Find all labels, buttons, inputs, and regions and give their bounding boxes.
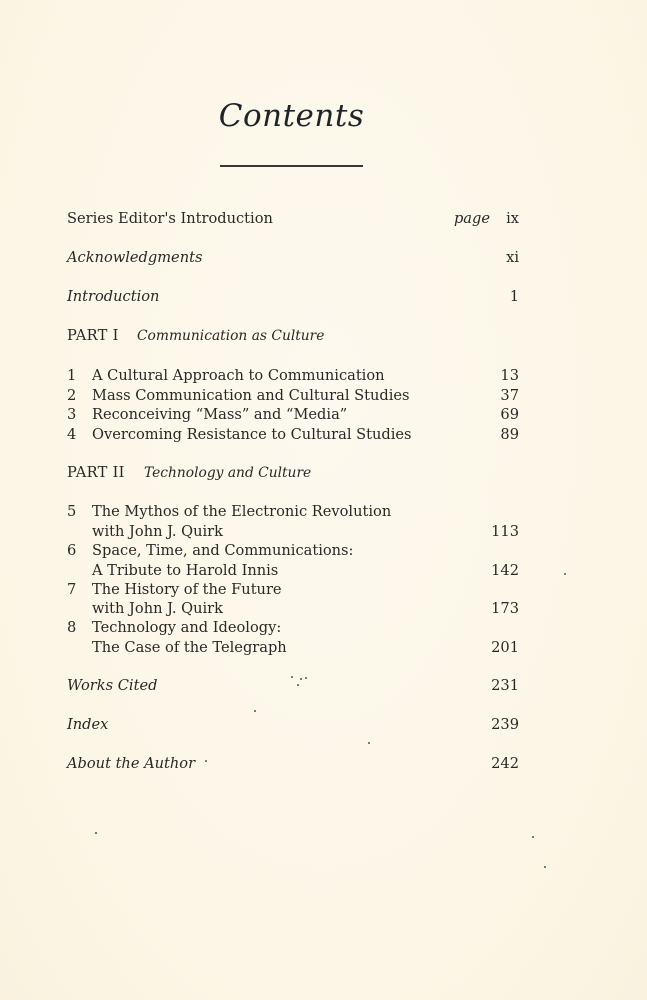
scan-speck (305, 677, 307, 679)
toc-entry-label: Acknowledgments (67, 249, 203, 266)
toc-chapter-6-continued[interactable] (67, 561, 519, 581)
toc-entry-label: Works Cited (67, 677, 158, 694)
chapter-title: The Mythos of the Electronic Revolution (92, 503, 392, 520)
toc-entry-acknowledgments[interactable] (67, 248, 519, 268)
toc-chapter-3[interactable] (67, 405, 519, 425)
chapter-title: Space, Time, and Communications: (92, 542, 354, 559)
toc-page-number: 69 (500, 406, 519, 423)
page-title: Contents (218, 98, 365, 134)
chapter-title: The History of the Future (92, 580, 282, 598)
toc-chapter-1[interactable] (67, 366, 519, 386)
part-heading-2 (67, 463, 519, 483)
scan-speck (205, 760, 207, 762)
title-rule-divider (220, 165, 363, 167)
toc-entry-label: About the Author (67, 755, 196, 772)
toc-entry-works-cited[interactable] (67, 676, 519, 696)
chapter-number: 5 (67, 503, 77, 520)
chapter-number: 2 (67, 386, 77, 404)
toc-chapter-7[interactable] (67, 580, 519, 600)
toc-page-number: 142 (491, 561, 519, 579)
toc-chapter-4[interactable] (67, 425, 519, 445)
toc-page-number: 89 (500, 425, 519, 443)
toc-chapter-5[interactable] (67, 502, 519, 522)
toc-page-number: xi (506, 249, 519, 266)
toc-page-number: 242 (491, 755, 519, 772)
chapter-subtitle: with John J. Quirk (92, 600, 223, 617)
scan-speck (544, 866, 546, 868)
toc-entry-label: Index (67, 716, 109, 733)
chapter-title: Reconceiving “Mass” and “Media” (92, 406, 348, 423)
page-word-label: page (453, 210, 490, 227)
chapter-subtitle: The Case of the Telegraph (92, 638, 287, 656)
chapter-title: Overcoming Resistance to Cultural Studies (92, 425, 412, 443)
chapter-number: 8 (67, 619, 77, 636)
toc-entry-introduction[interactable] (67, 287, 519, 307)
part-title: Communication as Culture (137, 328, 325, 344)
toc-chapter-2[interactable] (67, 386, 519, 406)
scan-speck (297, 684, 299, 686)
toc-page-number: 173 (491, 600, 519, 617)
part-label: PART I (67, 327, 119, 344)
scan-speck (291, 676, 293, 678)
toc-chapter-5-continued[interactable] (67, 522, 519, 542)
toc-page-number: 201 (491, 638, 519, 656)
toc-page-number: 231 (491, 677, 519, 694)
chapter-title: A Cultural Approach to Communication (92, 367, 385, 384)
toc-chapter-7-continued[interactable] (67, 599, 519, 619)
scan-speck (254, 710, 256, 712)
toc-page-number: 37 (500, 386, 519, 404)
scan-speck (300, 678, 302, 680)
toc-entry-series-editors-introduction[interactable] (67, 209, 519, 229)
chapter-number: 1 (67, 367, 77, 384)
scan-speck (564, 573, 566, 575)
part-title: Technology and Culture (144, 465, 312, 481)
scan-speck (532, 836, 534, 838)
toc-page-number: 113 (491, 522, 519, 540)
chapter-title: Mass Communication and Cultural Studies (92, 386, 410, 404)
chapter-number: 7 (67, 580, 77, 598)
toc-entry-index[interactable] (67, 715, 519, 735)
toc-chapter-8-continued[interactable] (67, 638, 519, 658)
chapter-title: Technology and Ideology: (92, 619, 282, 636)
chapter-number: 6 (67, 542, 77, 559)
part-heading-1 (67, 326, 519, 346)
scan-speck (368, 742, 370, 744)
part-label: PART II (67, 464, 125, 481)
toc-entry-label: Series Editor's Introduction (67, 210, 273, 227)
toc-chapter-8[interactable] (67, 618, 519, 638)
toc-entry-label: Introduction (67, 288, 160, 305)
toc-page-number: ix (506, 210, 519, 227)
chapter-number: 3 (67, 406, 77, 423)
toc-entry-about-the-author[interactable] (67, 754, 519, 774)
toc-chapter-6[interactable] (67, 541, 519, 561)
scan-speck (95, 832, 97, 834)
chapter-subtitle: with John J. Quirk (92, 522, 223, 540)
toc-page-number: 1 (509, 288, 519, 305)
toc-page-number: 13 (500, 367, 519, 384)
toc-page-number: 239 (491, 716, 519, 733)
chapter-subtitle: A Tribute to Harold Innis (92, 561, 279, 579)
chapter-number: 4 (67, 425, 77, 443)
